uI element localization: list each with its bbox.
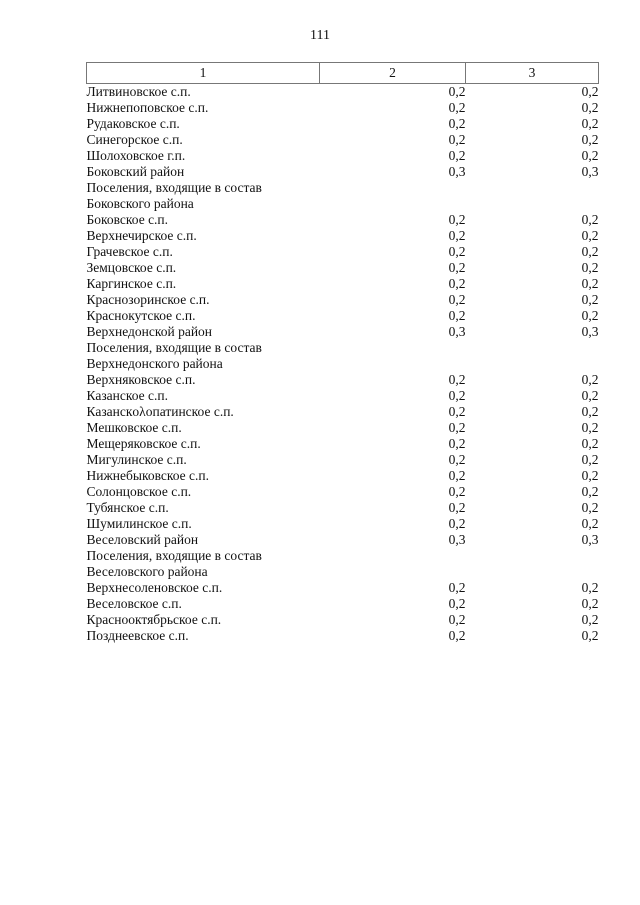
- row-name: Шумилинское с.п.: [86, 516, 192, 531]
- row-value-col2: 0,2: [448, 100, 466, 115]
- row-name: Верхнесоленовское с.п.: [86, 580, 223, 595]
- row-name: Тубянское с.п.: [86, 500, 169, 515]
- row-name: Веселовское с.п.: [86, 596, 182, 611]
- row-value-col2: 0,2: [448, 228, 466, 243]
- table-row: [87, 180, 599, 212]
- row-value-col3: 0,3: [581, 324, 599, 339]
- row-value-col3: 0,2: [581, 500, 599, 515]
- row-value-col3: 0,2: [581, 116, 599, 131]
- table-row: [87, 132, 599, 148]
- table-row: [87, 420, 599, 436]
- row-value-col3: 0,2: [581, 628, 599, 643]
- row-value-col2: [320, 548, 466, 580]
- row-value-col2: 0,2: [448, 468, 466, 483]
- row-value-col2: 0,2: [448, 628, 466, 643]
- row-name: Верхняковское с.п.: [86, 372, 196, 387]
- table-row: [87, 628, 599, 644]
- table-header: [87, 63, 599, 84]
- row-value-col3: 0,3: [581, 164, 599, 179]
- row-name: Земцовское с.п.: [86, 260, 177, 275]
- row-name: Верхнечирское с.п.: [86, 228, 197, 243]
- row-name: Поселения, входящие в состав Веселовского района: [86, 548, 262, 579]
- row-value-col2: 0,2: [448, 404, 466, 419]
- page-number: 111: [310, 28, 330, 43]
- row-value-col2: 0,2: [448, 500, 466, 515]
- table-row: [87, 148, 599, 164]
- table-row: [87, 84, 599, 101]
- row-value-col3: 0,2: [581, 404, 599, 419]
- row-value-col2: 0,2: [448, 516, 466, 531]
- row-name: Поселения, входящие в состав Верхнедонского района: [86, 340, 262, 371]
- row-name: Мещеряковское с.п.: [86, 436, 201, 451]
- row-value-col3: 0,2: [581, 212, 599, 227]
- row-value-col3: 0,2: [581, 100, 599, 115]
- row-value-col2: 0,3: [448, 532, 466, 547]
- row-value-col3: 0,2: [581, 484, 599, 499]
- table-row: [87, 452, 599, 468]
- row-value-col2: 0,2: [448, 132, 466, 147]
- table-row: [87, 484, 599, 500]
- row-name: Рудаковское с.п.: [86, 116, 180, 131]
- column-header-2: 2: [320, 63, 466, 84]
- row-value-col2: [320, 340, 466, 372]
- table-row: [87, 500, 599, 516]
- column-header-3: 3: [466, 63, 599, 84]
- row-name: Грачевское с.п.: [86, 244, 173, 259]
- table-row: [87, 276, 599, 292]
- row-name: Литвиновское с.п.: [86, 84, 191, 99]
- row-value-col3: 0,2: [581, 516, 599, 531]
- table-row: [87, 324, 599, 340]
- table-row: [87, 436, 599, 452]
- table-row: [87, 468, 599, 484]
- row-value-col2: 0,2: [448, 116, 466, 131]
- row-name: Краснозоринское с.п.: [86, 292, 210, 307]
- row-value-col3: 0,2: [581, 276, 599, 291]
- row-name: Шолоховское г.п.: [86, 148, 186, 163]
- data-table: [86, 62, 599, 644]
- row-value-col3: 0,2: [581, 308, 599, 323]
- table-row: [87, 388, 599, 404]
- row-value-col2: 0,2: [448, 388, 466, 403]
- row-value-col2: 0,2: [448, 596, 466, 611]
- row-value-col2: 0,2: [448, 292, 466, 307]
- table-row: [87, 612, 599, 628]
- row-value-col3: [466, 340, 599, 372]
- row-value-col3: 0,2: [581, 372, 599, 387]
- row-value-col2: 0,2: [448, 212, 466, 227]
- table-row: [87, 164, 599, 180]
- row-value-col3: 0,2: [581, 228, 599, 243]
- row-name: Синегорское с.п.: [86, 132, 183, 147]
- row-name: Веселовский район: [86, 532, 199, 547]
- row-name: Солонцовское с.п.: [86, 484, 192, 499]
- table-row: [87, 596, 599, 612]
- row-name: Краснокутское с.п.: [86, 308, 196, 323]
- table-row: [87, 372, 599, 388]
- row-name: Казанскολопатинское с.п.: [86, 404, 234, 419]
- row-value-col2: 0,2: [448, 244, 466, 259]
- table-body: [87, 84, 599, 645]
- row-value-col3: 0,2: [581, 132, 599, 147]
- row-value-col3: 0,2: [581, 420, 599, 435]
- table-row: [87, 292, 599, 308]
- row-value-col3: 0,2: [581, 452, 599, 467]
- row-name: Каргинское с.п.: [86, 276, 177, 291]
- table-row: [87, 228, 599, 244]
- row-value-col3: 0,2: [581, 388, 599, 403]
- row-value-col3: 0,2: [581, 596, 599, 611]
- header-row: [87, 63, 599, 84]
- table-row: [87, 308, 599, 324]
- table-row: [87, 116, 599, 132]
- row-value-col3: 0,2: [581, 244, 599, 259]
- row-value-col3: 0,2: [581, 292, 599, 307]
- row-value-col2: 0,2: [448, 580, 466, 595]
- row-name: Позднеевское с.п.: [86, 628, 189, 643]
- row-name: Нижнепоповское с.п.: [86, 100, 209, 115]
- row-value-col2: 0,2: [448, 420, 466, 435]
- row-value-col2: 0,2: [448, 372, 466, 387]
- table-row: [87, 212, 599, 228]
- row-value-col3: [466, 180, 599, 212]
- row-value-col2: 0,2: [448, 276, 466, 291]
- row-name: Боковский район: [86, 164, 185, 179]
- row-value-col2: 0,3: [448, 324, 466, 339]
- table-row: [87, 340, 599, 372]
- row-name: Казанское с.п.: [86, 388, 168, 403]
- row-value-col3: 0,2: [581, 580, 599, 595]
- row-value-col2: 0,2: [448, 308, 466, 323]
- row-value-col3: 0,2: [581, 260, 599, 275]
- row-name: Нижнебыковское с.п.: [86, 468, 209, 483]
- row-value-col3: 0,2: [581, 436, 599, 451]
- row-value-col2: 0,2: [448, 148, 466, 163]
- table-row: [87, 532, 599, 548]
- row-name: Боковское с.п.: [86, 212, 169, 227]
- table-row: [87, 244, 599, 260]
- table-row: [87, 548, 599, 580]
- table-row: [87, 516, 599, 532]
- row-name: Краснооктябрьское с.п.: [86, 612, 222, 627]
- row-value-col3: 0,2: [581, 612, 599, 627]
- row-value-col2: 0,2: [448, 452, 466, 467]
- table-row: [87, 260, 599, 276]
- row-value-col3: 0,2: [581, 468, 599, 483]
- row-name: Мешковское с.п.: [86, 420, 182, 435]
- column-header-1: 1: [87, 63, 320, 84]
- row-name: Мигулинское с.п.: [86, 452, 187, 467]
- row-value-col3: 0,3: [581, 532, 599, 547]
- row-value-col2: 0,2: [448, 436, 466, 451]
- table-row: [87, 100, 599, 116]
- row-value-col2: 0,3: [448, 164, 466, 179]
- row-value-col3: [466, 548, 599, 580]
- row-value-col2: 0,2: [448, 84, 466, 99]
- row-value-col2: 0,2: [448, 612, 466, 627]
- row-value-col3: 0,2: [581, 84, 599, 99]
- row-value-col2: 0,2: [448, 260, 466, 275]
- row-value-col2: [320, 180, 466, 212]
- row-value-col2: 0,2: [448, 484, 466, 499]
- row-name: Поселения, входящие в состав Боковского района: [86, 180, 262, 211]
- table-row: [87, 580, 599, 596]
- row-value-col3: 0,2: [581, 148, 599, 163]
- table-row: [87, 404, 599, 420]
- row-name: Верхнедонской район: [86, 324, 213, 339]
